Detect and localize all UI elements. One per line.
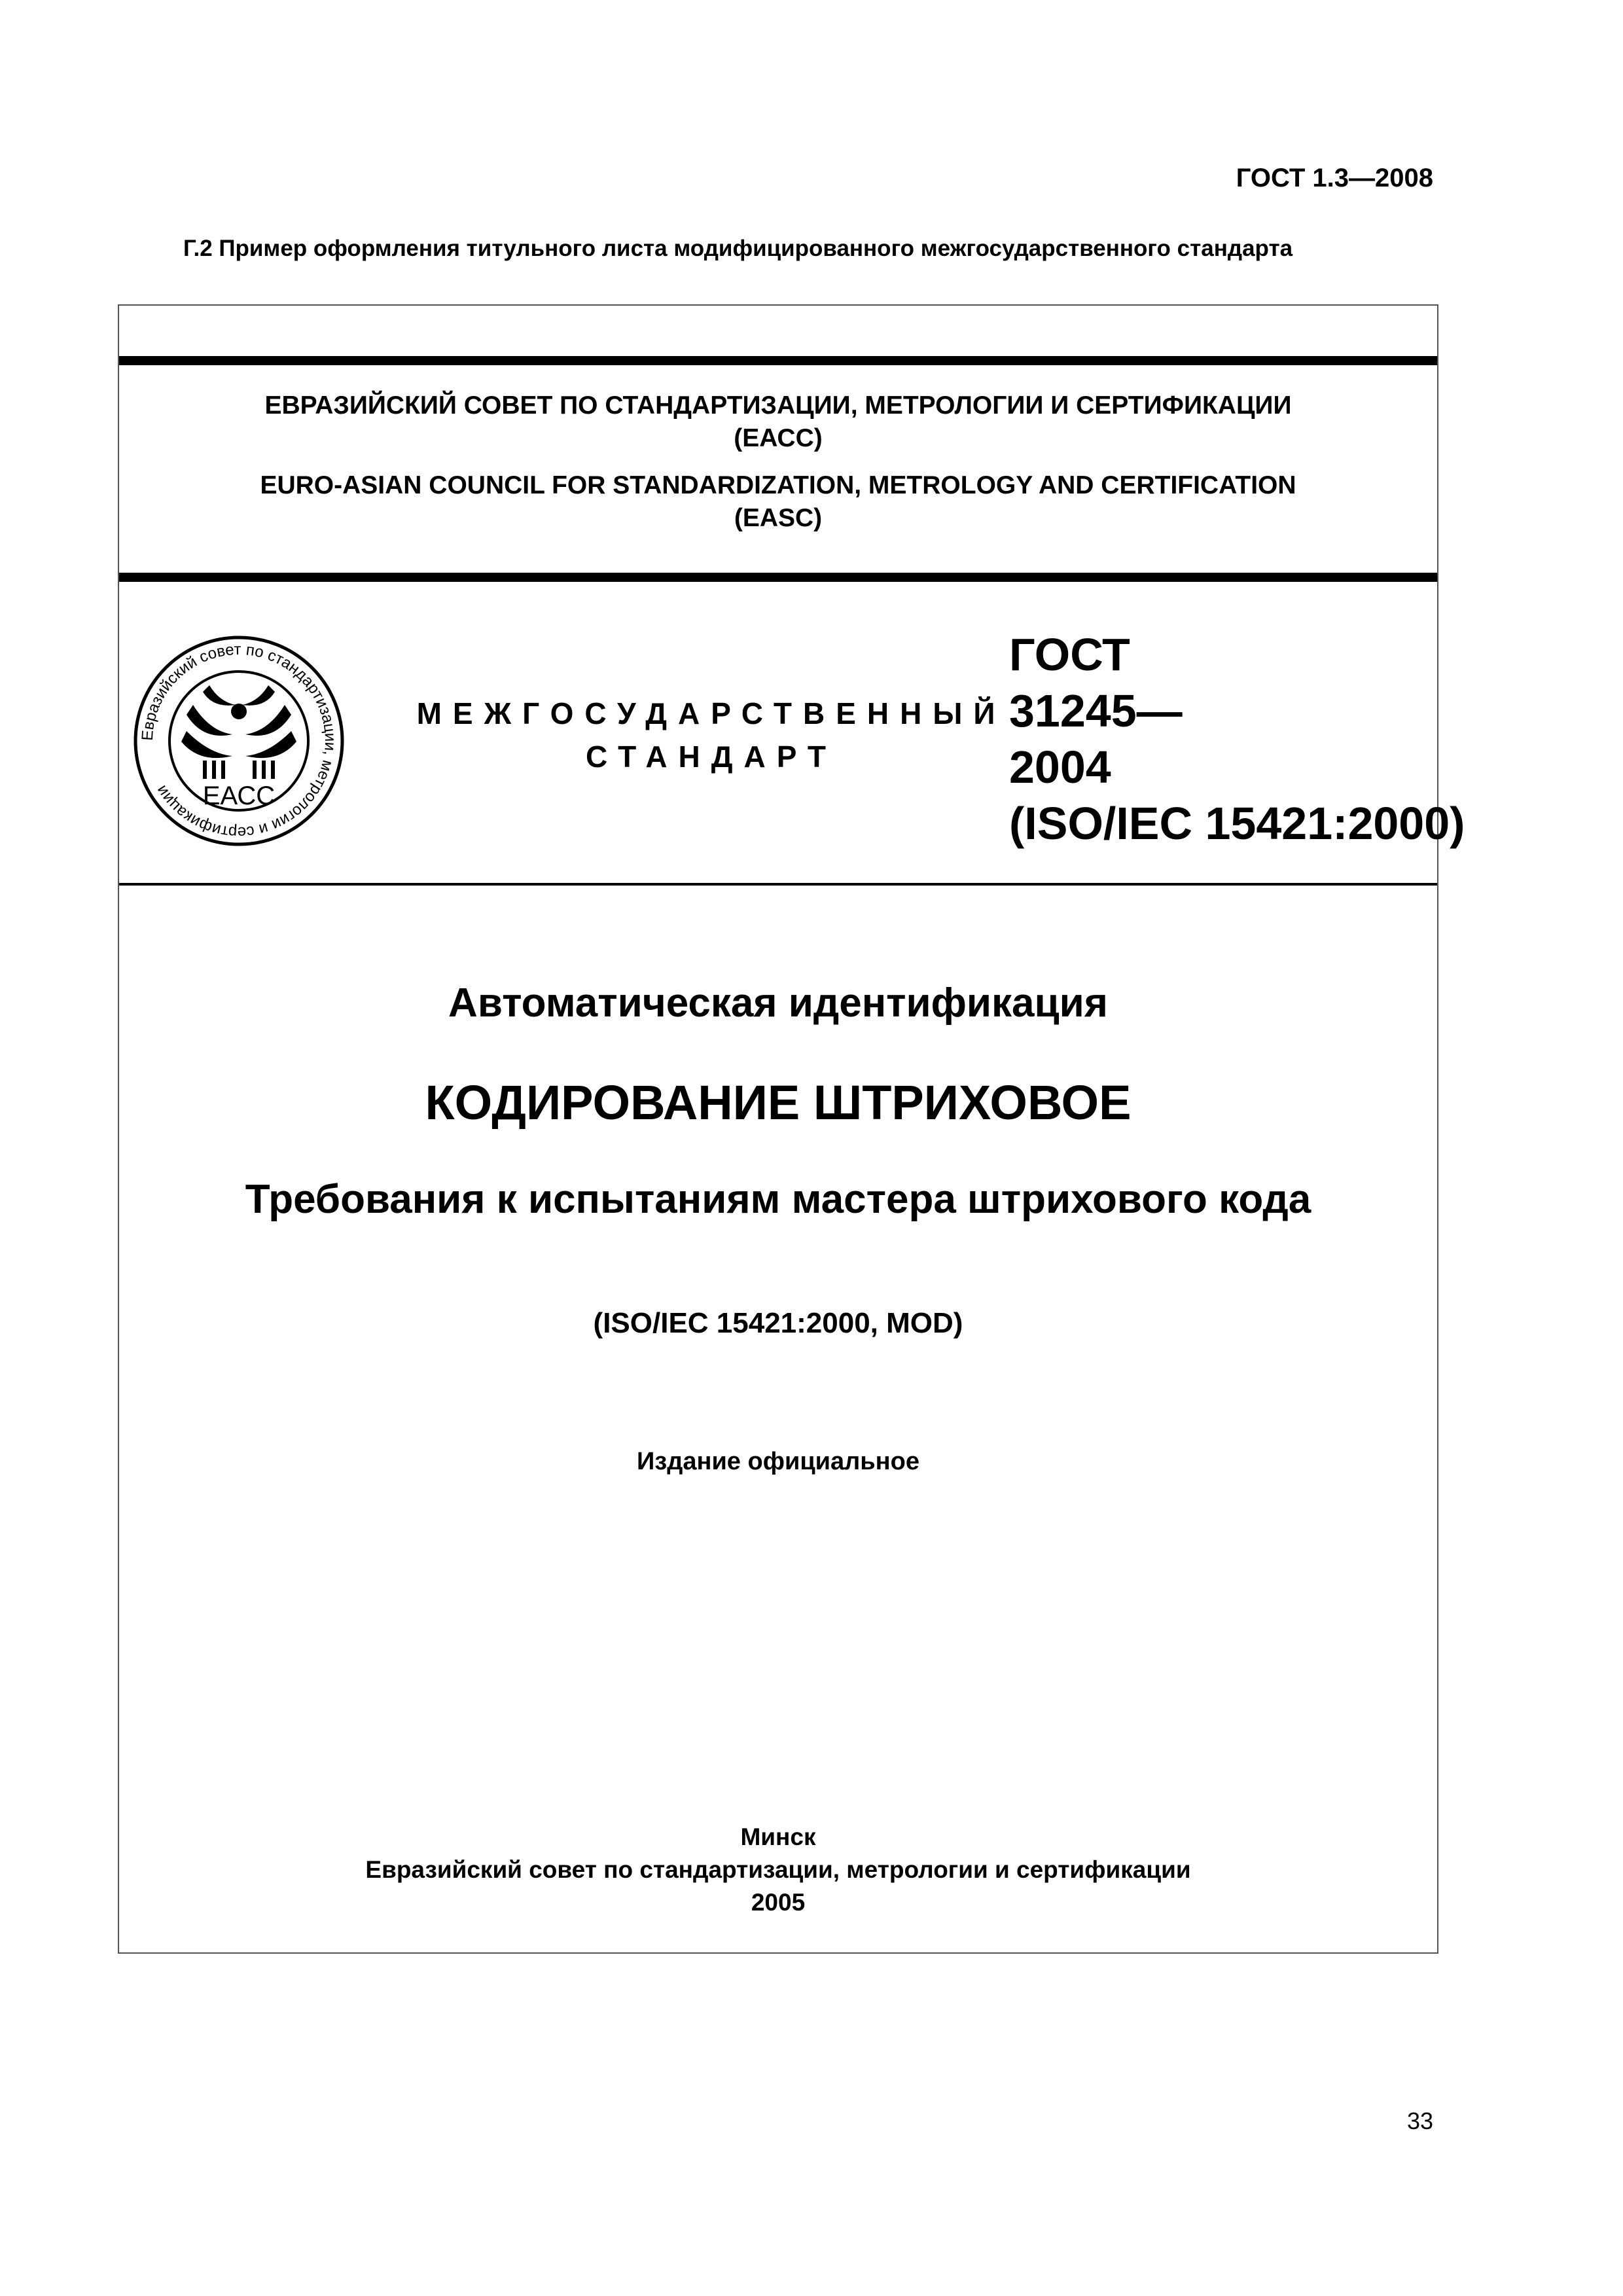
- title-line3: Требования к испытаниям мастера штрихового кода: [245, 1177, 1311, 1222]
- designation-line2: 31245—: [1009, 685, 1183, 736]
- council-en-abbr: (EASC): [734, 504, 823, 532]
- council-block: [119, 389, 1437, 535]
- standard-type-line2: СТАНДАРТ: [586, 740, 837, 774]
- council-en-name: EURO-ASIAN COUNCIL FOR STANDARDIZATION, METROLOGY AND CERTIFICATION: [260, 471, 1296, 499]
- publisher-year: 2005: [751, 1889, 806, 1916]
- designation-line1: ГОСТ: [1009, 629, 1130, 680]
- publisher-block: [119, 1821, 1437, 1919]
- header-doc-code: ГОСТ 1.3—2008: [1236, 164, 1433, 192]
- title-reference: (ISO/IEC 15421:2000, MOD): [593, 1307, 963, 1339]
- emblem-ring-text: Евразийский совет по стандартизации, метрологии и сертификации: [138, 640, 340, 842]
- edition-label: Издание официальное: [637, 1448, 919, 1475]
- page-number: 33: [1406, 2108, 1433, 2134]
- top-thick-rule: [119, 356, 1437, 365]
- title-page-frame: [118, 304, 1465, 1954]
- publisher-name: Евразийский совет по стандартизации, метрологии и сертификации: [365, 1856, 1191, 1883]
- publisher-city: Минск: [740, 1823, 816, 1850]
- title-line2: КОДИРОВАНИЕ ШТРИХОВОЕ: [425, 1075, 1132, 1130]
- emblem-center-text: ЕАСС: [202, 781, 276, 810]
- council-ru-name: ЕВРАЗИЙСКИЙ СОВЕТ ПО СТАНДАРТИЗАЦИИ, МЕТРОЛОГИИ И СЕРТИФИКАЦИИ: [264, 391, 1292, 420]
- middle-thick-rule: [119, 573, 1437, 582]
- designation-line4: (ISO/IEC 15421:2000): [1009, 798, 1465, 849]
- standard-type: [361, 692, 1061, 778]
- standard-designation: [1009, 626, 1465, 852]
- council-ru-abbr: (ЕАСС): [734, 424, 823, 452]
- designation-divider: [119, 883, 1437, 886]
- standard-type-line1: МЕЖГОСУДАРСТВЕННЫЙ: [416, 696, 1007, 730]
- header-caption: Г.2 Пример оформления титульного листа модифицированного межгосударственного стандарта: [183, 236, 1293, 261]
- title-line1: Автоматическая идентификация: [448, 980, 1108, 1026]
- designation-line3: 2004: [1009, 742, 1111, 793]
- easc-emblem-icon: [131, 633, 347, 849]
